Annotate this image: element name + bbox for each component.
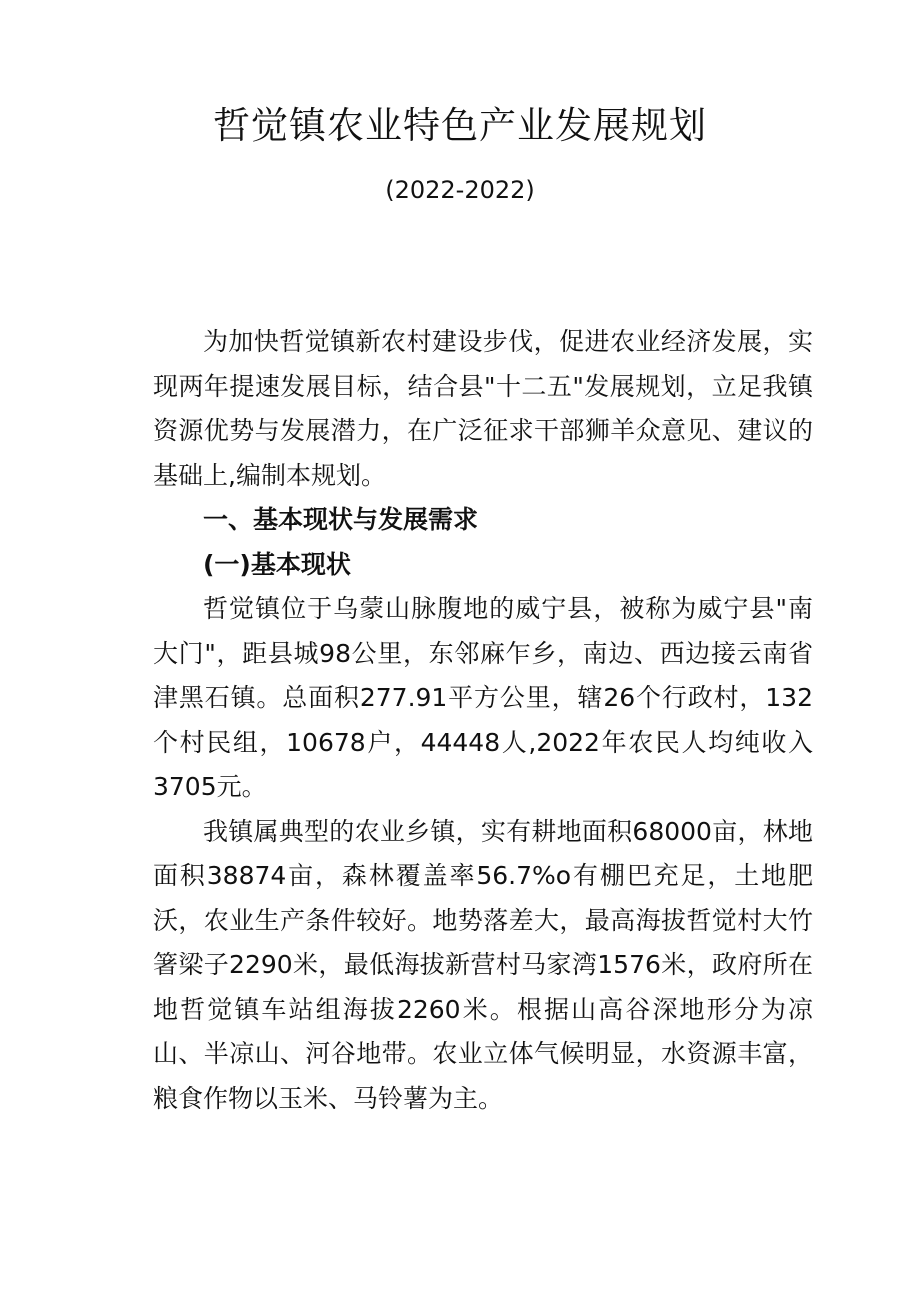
location-paragraph: 哲觉镇位于乌蒙山脉腹地的威宁县，被称为威宁县"南大门"，距县城98公里，东邻麻乍乡，南边、西边接云南省津黑石镇。总面积277.91平方公里，辖26个行政村，132个村民组，10678户，44448人,2022年农民人均纯收入3705元。	[153, 594, 813, 801]
intro-paragraph: 为加快哲觉镇新农村建设步伐，促进农业经济发展，实现两年提速发展目标，结合县"十二五"发展规划，立足我镇资源优势与发展潜力，在广泛征求干部狮羊众意见、建议的基础上,编制本规划。	[153, 327, 813, 490]
document-subtitle: (2022-2022)	[385, 176, 535, 204]
section-heading: 一、基本现状与发展需求	[203, 505, 479, 534]
agriculture-paragraph: 我镇属典型的农业乡镇，实有耕地面积68000亩，林地面积38874亩，森林覆盖率56.7%o有棚巴充足，土地肥沃，农业生产条件较好。地势落差大，最高海拔哲觉村大竹箸梁子2290米，最低海拔新营村马家湾1576米，政府所在地哲觉镇车站组海拔2260米。根据山高谷深地形分为凉山、半凉山、河谷地带。农业立体气候明显，水资源丰富，粮食作物以玉米、马铃薯为主。	[153, 816, 813, 1113]
document-body	[153, 320, 813, 1121]
subsection-heading: (一)基本现状	[203, 549, 351, 579]
document-title: 哲觉镇农业特色产业发展规划	[213, 104, 707, 147]
